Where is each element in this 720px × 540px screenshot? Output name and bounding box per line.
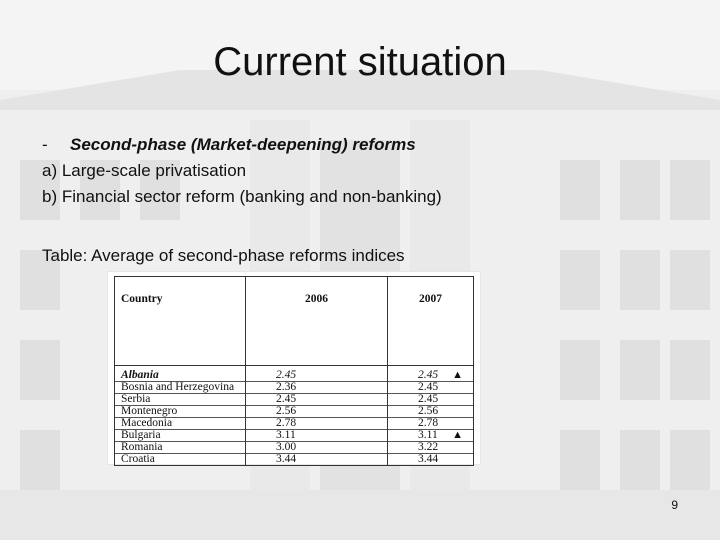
bullet-dash: - bbox=[42, 135, 48, 154]
cell-2007 bbox=[388, 454, 474, 466]
table-row bbox=[115, 418, 474, 430]
cell-2007-value: 3.11 bbox=[418, 429, 438, 441]
cell-2006: 2.36 bbox=[246, 382, 388, 394]
cell-2007 bbox=[388, 430, 474, 442]
cell-2007-value: 2.56 bbox=[418, 405, 439, 417]
cell-2007 bbox=[388, 442, 474, 454]
cell-2007-value: 3.44 bbox=[418, 453, 439, 465]
bullet-heading bbox=[42, 132, 442, 158]
cell-2007 bbox=[388, 394, 474, 406]
table-row bbox=[115, 406, 474, 418]
cell-country: Croatia bbox=[115, 454, 246, 466]
cell-country: Romania bbox=[115, 442, 246, 454]
cell-country: Montenegro bbox=[115, 406, 246, 418]
page-number: 9 bbox=[671, 498, 678, 512]
cell-country: Serbia bbox=[115, 394, 246, 406]
cell-2007-value: 2.45 bbox=[418, 393, 439, 405]
arrow-up-icon: ▲ bbox=[452, 369, 463, 381]
cell-2007-value: 3.22 bbox=[418, 441, 439, 453]
cell-2006: 3.00 bbox=[246, 442, 388, 454]
table-row bbox=[115, 430, 474, 442]
bullet-list bbox=[42, 132, 442, 210]
cell-country: Bosnia and Herzegovina bbox=[115, 382, 246, 394]
bullet-lead-text: Second-phase (Market-deepening) reforms bbox=[70, 135, 416, 154]
cell-2007 bbox=[388, 366, 474, 382]
table-header-row bbox=[115, 277, 474, 366]
cell-country: Macedonia bbox=[115, 418, 246, 430]
slide-title: Current situation bbox=[213, 40, 507, 84]
cell-2007 bbox=[388, 418, 474, 430]
table-row bbox=[115, 382, 474, 394]
bullet-item: b) Financial sector reform (banking and non-banking) bbox=[42, 187, 442, 206]
cell-2006: 2.45 bbox=[246, 366, 388, 382]
header-2007: 2007 bbox=[388, 277, 474, 366]
cell-2006: 3.11 bbox=[246, 430, 388, 442]
cell-2006: 2.78 bbox=[246, 418, 388, 430]
cell-country: Bulgaria bbox=[115, 430, 246, 442]
table-row bbox=[115, 454, 474, 466]
reforms-table-image bbox=[108, 272, 480, 464]
cell-2007 bbox=[388, 382, 474, 394]
cell-2006: 2.45 bbox=[246, 394, 388, 406]
table-row bbox=[115, 394, 474, 406]
cell-2007-value: 2.78 bbox=[418, 417, 439, 429]
arrow-up-icon: ▲ bbox=[452, 429, 463, 441]
cell-2007 bbox=[388, 406, 474, 418]
cell-2006: 3.44 bbox=[246, 454, 388, 466]
cell-country: Albania bbox=[115, 366, 246, 382]
cell-2006: 2.56 bbox=[246, 406, 388, 418]
table-row bbox=[115, 442, 474, 454]
header-2006: 2006 bbox=[246, 277, 388, 366]
table-row bbox=[115, 366, 474, 382]
table-caption: Table: Average of second-phase reforms indices bbox=[42, 246, 405, 265]
cell-2007-value: 2.45 bbox=[418, 381, 439, 393]
reforms-table bbox=[114, 276, 474, 466]
cell-2007-value: 2.45 bbox=[418, 369, 439, 381]
header-country: Country bbox=[115, 277, 246, 366]
bullet-item: a) Large-scale privatisation bbox=[42, 161, 247, 180]
